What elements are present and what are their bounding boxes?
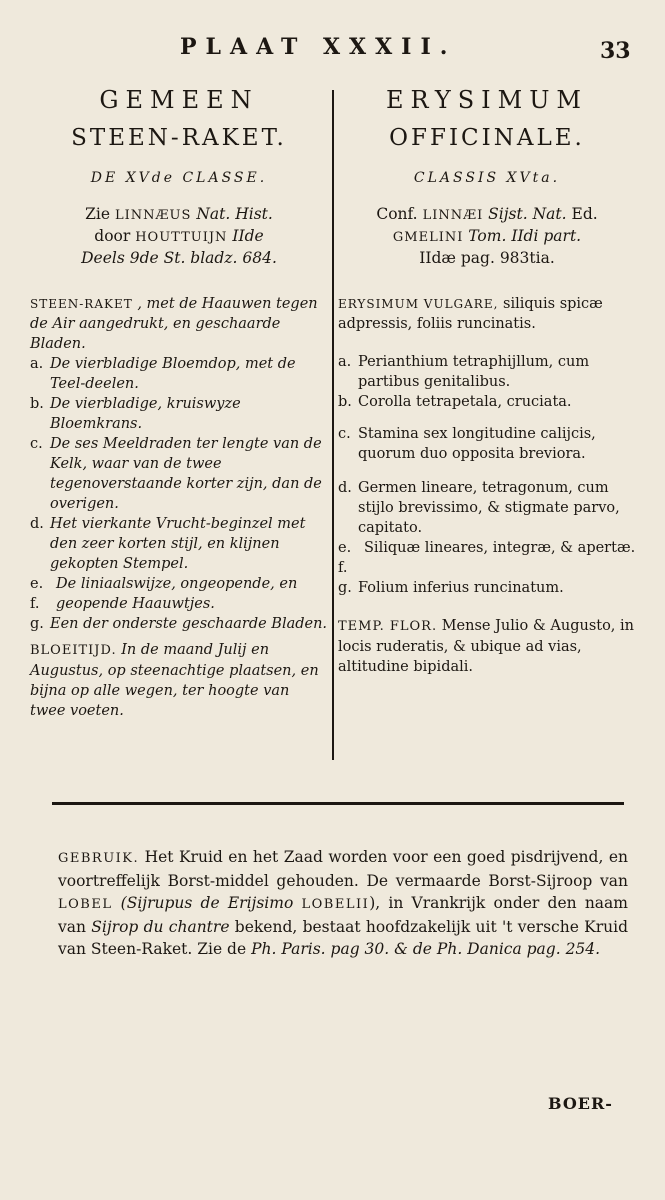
latin-class-line: CLASSIS XVta.	[413, 170, 561, 186]
latin-entry-d: d. Germen lineare, tetragonum, cum stijlo brevissimo, & stigmate parvo, capitato.	[338, 480, 620, 536]
latin-entry-b: b. Corolla tetrapetala, cruciata.	[338, 394, 572, 410]
dutch-class-line: DE XVde CLASSE.	[90, 170, 268, 186]
latin-entry-ef: e. f. Siliquæ lineares, integræ, & apertæ.	[338, 540, 636, 576]
catchword: BOER-	[548, 1094, 613, 1113]
dutch-entry-d: d. Het vierkante Vrucht-beginzel met den zeer korten stijl, en klijnen gekopten Stempel.	[30, 516, 306, 572]
plate-title: PLAAT XXXII.	[180, 34, 457, 60]
column-divider	[332, 90, 334, 760]
dutch-intro: STEEN-RAKET , met de Haauwen tegen de Air aangedrukt, en geschaarde Bladen.	[30, 296, 318, 352]
latin-column	[338, 82, 636, 677]
dutch-entry-a: a. De vierbladige Bloemdop, met de Teel-deelen.	[30, 356, 296, 392]
dutch-column	[30, 82, 328, 721]
dutch-entry-b: b. De vierbladige, kruiswyze Bloemkrans.	[30, 396, 241, 432]
latin-flowering-time: TEMP. FLOR. Mense Julio & Augusto, in locis ruderatis, & ubique ad vias, altitudine bipidali.	[338, 618, 635, 675]
dutch-name-line2: STEEN-RAKET.	[71, 125, 287, 151]
latin-entry-c: c. Stamina sex longitudine calijcis, quorum duo opposita breviora.	[338, 426, 596, 462]
latin-intro: ERYSIMUM VULGARE, siliquis spicæ adpressis, foliis runcinatis.	[338, 296, 603, 332]
latin-entry-a: a. Perianthium tetraphijllum, cum partibus genitalibus.	[338, 354, 590, 390]
latin-description	[338, 294, 636, 677]
dutch-name-line1: GEMEEN	[99, 86, 259, 114]
latin-name-line2: OFFICINALE.	[389, 125, 585, 151]
horizontal-rule	[52, 802, 624, 805]
dutch-entry-ef: e. f. De liniaalswijze, ongeopende, en geopende Haauwtjes.	[30, 576, 298, 612]
usage-paragraph: GEBRUIK. Het Kruid en het Zaad worden voor een goed pisdrijvend, en voortreffelijk Borst-middel gehouden. De vermaarde Borst-Sijroop van LOBEL (Sijrupus de Erijsimo LOBELII), in Vrankrijk onder den naam van Sijrop du chantre bekend, bestaat hoofdzakelijk uit 't versche Kruid van Steen-Raket. Zie de Ph. Paris. pag 30. & de Ph. Danica pag. 254.	[58, 848, 628, 958]
dutch-flowering-time: BLOEITIJD. In de maand Julij en Augustus, op steenachtige plaatsen, en bijna op alle wegen, ter hoogte van twee voeten.	[30, 642, 319, 719]
latin-reference: Conf. LINNÆI Sijst. Nat. Ed. GMELINI Tom. IIdi part. IIdæ pag. 983tia.	[376, 205, 598, 267]
latin-name-line1: ERYSIMUM	[386, 86, 588, 114]
dutch-reference: Zie LINNÆUS Nat. Hist. door HOUTTUIJN IIde Deels 9de St. bladz. 684.	[81, 205, 277, 267]
dutch-description	[30, 294, 328, 721]
page-number: 33	[600, 38, 631, 64]
latin-entry-g: g. Folium inferius runcinatum.	[338, 580, 564, 596]
dutch-entry-c: c. De ses Meeldraden ter lengte van de Kelk, waar van de twee tegenoverstaande korter zijn, dan de overigen.	[30, 436, 322, 512]
dutch-entry-g: g. Een der onderste geschaarde Bladen.	[30, 616, 328, 632]
